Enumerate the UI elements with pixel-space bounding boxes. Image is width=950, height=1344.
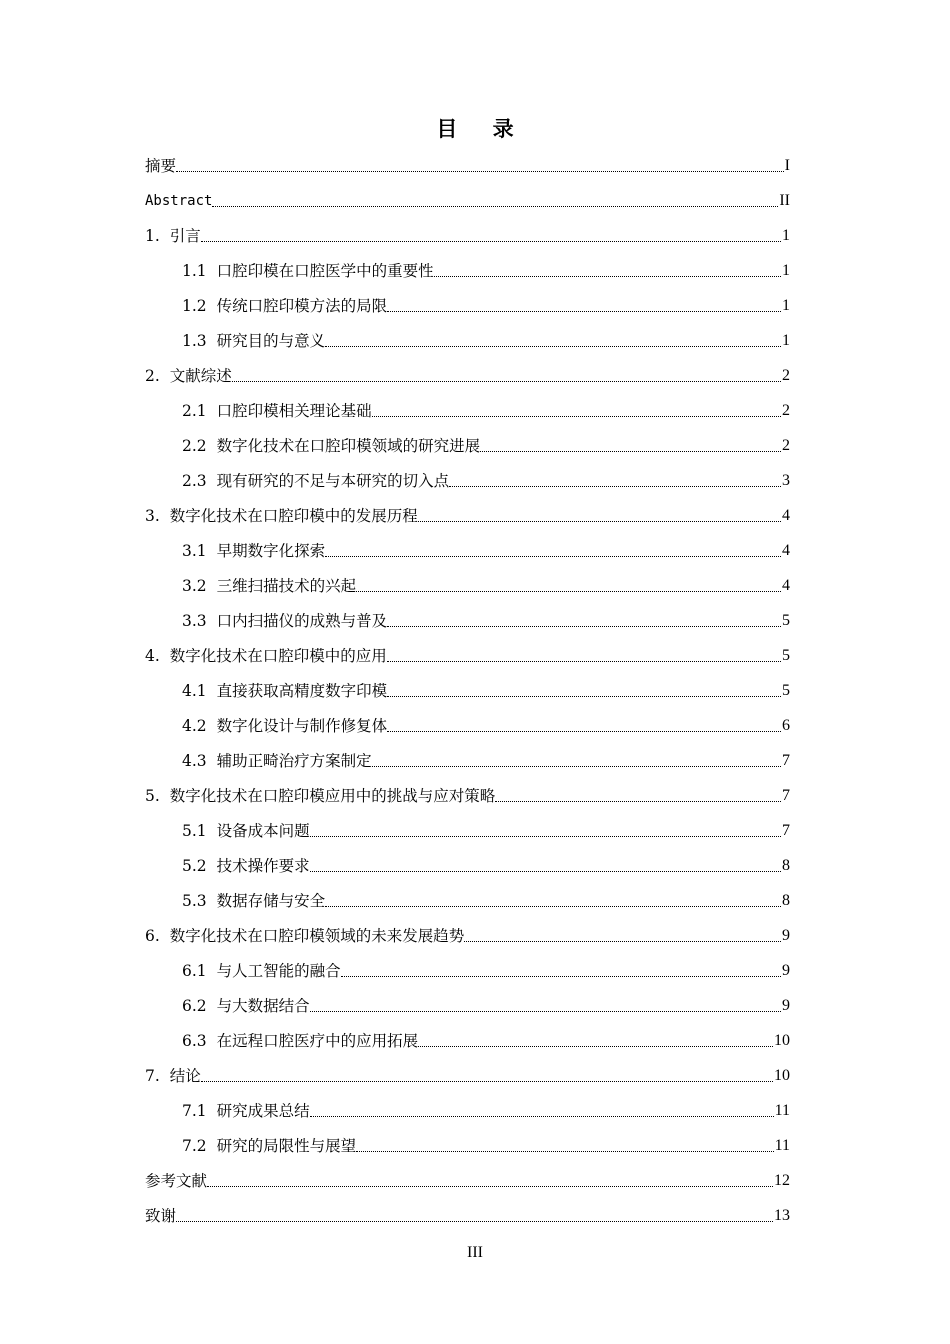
toc-entry-page: 1 [782, 296, 790, 314]
toc-entry-title: 设备成本问题 [216, 821, 310, 840]
toc-entry-page: 1 [782, 331, 790, 349]
toc-entry-title: 数字化技术在口腔印模中的应用 [169, 646, 387, 665]
dot-leader [310, 1010, 781, 1012]
toc-subentry[interactable] [145, 813, 790, 848]
dot-leader [310, 835, 781, 837]
toc-subentry[interactable] [145, 848, 790, 883]
dot-leader [372, 765, 781, 767]
dot-leader [325, 555, 781, 557]
toc-subentry[interactable] [145, 603, 790, 638]
toc-subentry[interactable] [145, 323, 790, 358]
toc-entry-page: 4 [782, 576, 790, 594]
dot-leader [232, 380, 781, 382]
toc-subentry[interactable] [145, 743, 790, 778]
toc-entry-page: 11 [774, 1136, 790, 1154]
toc-entry-page: 4 [782, 506, 790, 524]
toc-subentry[interactable] [145, 1023, 790, 1058]
dot-leader [325, 345, 781, 347]
dot-leader [418, 520, 781, 522]
toc-entry[interactable] [145, 183, 790, 218]
toc-entry-number: 7.1 [182, 1101, 207, 1120]
dot-leader [356, 1150, 773, 1152]
dot-leader [387, 625, 781, 627]
toc-entry-number: 6.2 [182, 996, 207, 1015]
toc-entry-number: 4.3 [182, 751, 207, 770]
dot-leader [356, 590, 781, 592]
toc-entry-page: 11 [774, 1101, 790, 1119]
dot-leader [212, 205, 778, 207]
toc-entry-number: 3.2 [182, 576, 207, 595]
toc-entry-title: 数字化技术在口腔印模领域的未来发展趋势 [169, 926, 465, 945]
toc-entry-page: 10 [774, 1031, 790, 1049]
toc-entry-page: 3 [782, 471, 790, 489]
toc-entry-page: 7 [782, 786, 790, 804]
dot-leader [480, 450, 781, 452]
toc-entry[interactable] [145, 148, 790, 183]
toc-entry-title: 研究的局限性与展望 [216, 1136, 357, 1155]
dot-leader [387, 695, 781, 697]
toc-entry-page: 10 [774, 1066, 790, 1084]
toc-entry-number: 1.2 [182, 296, 207, 315]
toc-entry-title: 早期数字化探索 [216, 541, 326, 560]
toc-entry-page: I [784, 156, 790, 174]
toc-entry-title: 直接获取高精度数字印模 [216, 681, 388, 700]
toc-subentry[interactable] [145, 288, 790, 323]
toc-entry-number: 1. [145, 226, 160, 245]
toc-entry-page: 1 [782, 261, 790, 279]
toc-entry-page: 2 [782, 436, 790, 454]
toc-entry-page: 7 [782, 821, 790, 839]
dot-leader [449, 485, 781, 487]
toc-subentry[interactable] [145, 428, 790, 463]
toc-subentry[interactable] [145, 393, 790, 428]
toc-entry[interactable] [145, 218, 790, 253]
toc-entry-page: 4 [782, 541, 790, 559]
toc-entry-number: 4.2 [182, 716, 207, 735]
toc-entry-page: 8 [782, 856, 790, 874]
toc-entry-title: 口腔印模在口腔医学中的重要性 [216, 261, 434, 280]
dot-leader [310, 1115, 774, 1117]
toc-entry-title: 口腔印模相关理论基础 [216, 401, 372, 420]
toc-entry-page: 9 [782, 926, 790, 944]
dot-leader [387, 660, 781, 662]
toc-entry-title: 引言 [169, 226, 201, 245]
dot-leader [372, 415, 781, 417]
toc-entry-title: 研究成果总结 [216, 1101, 310, 1120]
toc-entry-page: 8 [782, 891, 790, 909]
toc-entry-title: 致谢 [145, 1206, 177, 1225]
toc-entry-page: 9 [782, 961, 790, 979]
toc-entry-page: 5 [782, 611, 790, 629]
toc-entry[interactable] [145, 498, 790, 533]
toc-entry-title: 在远程口腔医疗中的应用拓展 [216, 1031, 419, 1050]
toc-entry-title: Abstract [145, 192, 213, 209]
toc-entry-title: 三维扫描技术的兴起 [216, 576, 357, 595]
toc-entry-title: 与大数据结合 [216, 996, 310, 1015]
page-number: III [467, 1244, 483, 1261]
toc-entry-number: 4. [145, 646, 160, 665]
dot-leader [418, 1045, 773, 1047]
dot-leader [207, 1185, 773, 1187]
toc-list [145, 148, 790, 1233]
dot-leader [325, 905, 781, 907]
toc-entry[interactable] [145, 1198, 790, 1233]
toc-subentry[interactable] [145, 568, 790, 603]
toc-subentry[interactable] [145, 988, 790, 1023]
toc-entry-number: 3.3 [182, 611, 207, 630]
toc-entry-title: 参考文献 [145, 1171, 208, 1190]
toc-title: 目 录 [436, 116, 528, 141]
toc-entry-number: 7. [145, 1066, 160, 1085]
toc-entry[interactable] [145, 358, 790, 393]
toc-entry-title: 文献综述 [169, 366, 232, 385]
toc-entry-title: 数字化技术在口腔印模中的发展历程 [169, 506, 418, 525]
dot-leader [387, 310, 781, 312]
toc-subentry[interactable] [145, 708, 790, 743]
toc-entry-title: 研究目的与意义 [216, 331, 326, 350]
toc-entry-page: 7 [782, 751, 790, 769]
toc-entry-page: 5 [782, 681, 790, 699]
toc-subentry[interactable] [145, 463, 790, 498]
dot-leader [176, 1220, 773, 1222]
toc-entry-title: 数字化设计与制作修复体 [216, 716, 388, 735]
toc-subentry[interactable] [145, 953, 790, 988]
toc-entry-number: 5.2 [182, 856, 207, 875]
toc-entry-number: 7.2 [182, 1136, 207, 1155]
toc-entry-number: 4.1 [182, 681, 207, 700]
toc-entry-title: 现有研究的不足与本研究的切入点 [216, 471, 450, 490]
toc-subentry[interactable] [145, 1128, 790, 1163]
toc-entry-number: 2.1 [182, 401, 207, 420]
toc-entry-number: 5.3 [182, 891, 207, 910]
toc-entry[interactable] [145, 918, 790, 953]
toc-entry-title: 与人工智能的融合 [216, 961, 341, 980]
toc-entry-number: 2.3 [182, 471, 207, 490]
toc-entry-page: 13 [774, 1206, 790, 1224]
toc-entry-page: 5 [782, 646, 790, 664]
toc-entry-page: 2 [782, 366, 790, 384]
toc-entry-title: 结论 [169, 1066, 201, 1085]
toc-subentry[interactable] [145, 253, 790, 288]
dot-leader [495, 800, 781, 802]
toc-entry-title: 口内扫描仪的成熟与普及 [216, 611, 388, 630]
toc-entry[interactable] [145, 1163, 790, 1198]
toc-entry-number: 6.1 [182, 961, 207, 980]
toc-entry-page: 6 [782, 716, 790, 734]
toc-entry[interactable] [145, 638, 790, 673]
dot-leader [201, 240, 781, 242]
toc-subentry[interactable] [145, 673, 790, 708]
toc-entry-number: 3.1 [182, 541, 207, 560]
toc-entry-page: 9 [782, 996, 790, 1014]
toc-subentry[interactable] [145, 883, 790, 918]
dot-leader [464, 940, 781, 942]
toc-subentry[interactable] [145, 533, 790, 568]
dot-leader [434, 275, 781, 277]
toc-entry-page: II [779, 191, 790, 209]
toc-subentry[interactable] [145, 1093, 790, 1128]
dot-leader [387, 730, 781, 732]
dot-leader [201, 1080, 773, 1082]
dot-leader [176, 170, 784, 172]
toc-entry-number: 3. [145, 506, 160, 525]
toc-entry-title: 数字化技术在口腔印模领域的研究进展 [216, 436, 481, 455]
toc-entry-number: 1.1 [182, 261, 207, 280]
toc-entry-title: 摘要 [145, 156, 177, 175]
toc-entry-number: 1.3 [182, 331, 207, 350]
toc-entry-number: 2.2 [182, 436, 207, 455]
toc-entry-title: 技术操作要求 [216, 856, 310, 875]
toc-entry[interactable] [145, 1058, 790, 1093]
toc-entry-page: 12 [774, 1171, 790, 1189]
toc-entry-number: 5. [145, 786, 160, 805]
toc-entry-title: 辅助正畸治疗方案制定 [216, 751, 372, 770]
toc-entry-page: 2 [782, 401, 790, 419]
toc-entry-page: 1 [782, 226, 790, 244]
toc-entry-title: 数字化技术在口腔印模应用中的挑战与应对策略 [169, 786, 496, 805]
toc-entry-title: 数据存储与安全 [216, 891, 326, 910]
toc-entry-number: 6.3 [182, 1031, 207, 1050]
toc-entry-number: 6. [145, 926, 160, 945]
toc-entry-title: 传统口腔印模方法的局限 [216, 296, 388, 315]
toc-entry-number: 5.1 [182, 821, 207, 840]
dot-leader [310, 870, 781, 872]
toc-entry-number: 2. [145, 366, 160, 385]
toc-entry[interactable] [145, 778, 790, 813]
dot-leader [341, 975, 781, 977]
